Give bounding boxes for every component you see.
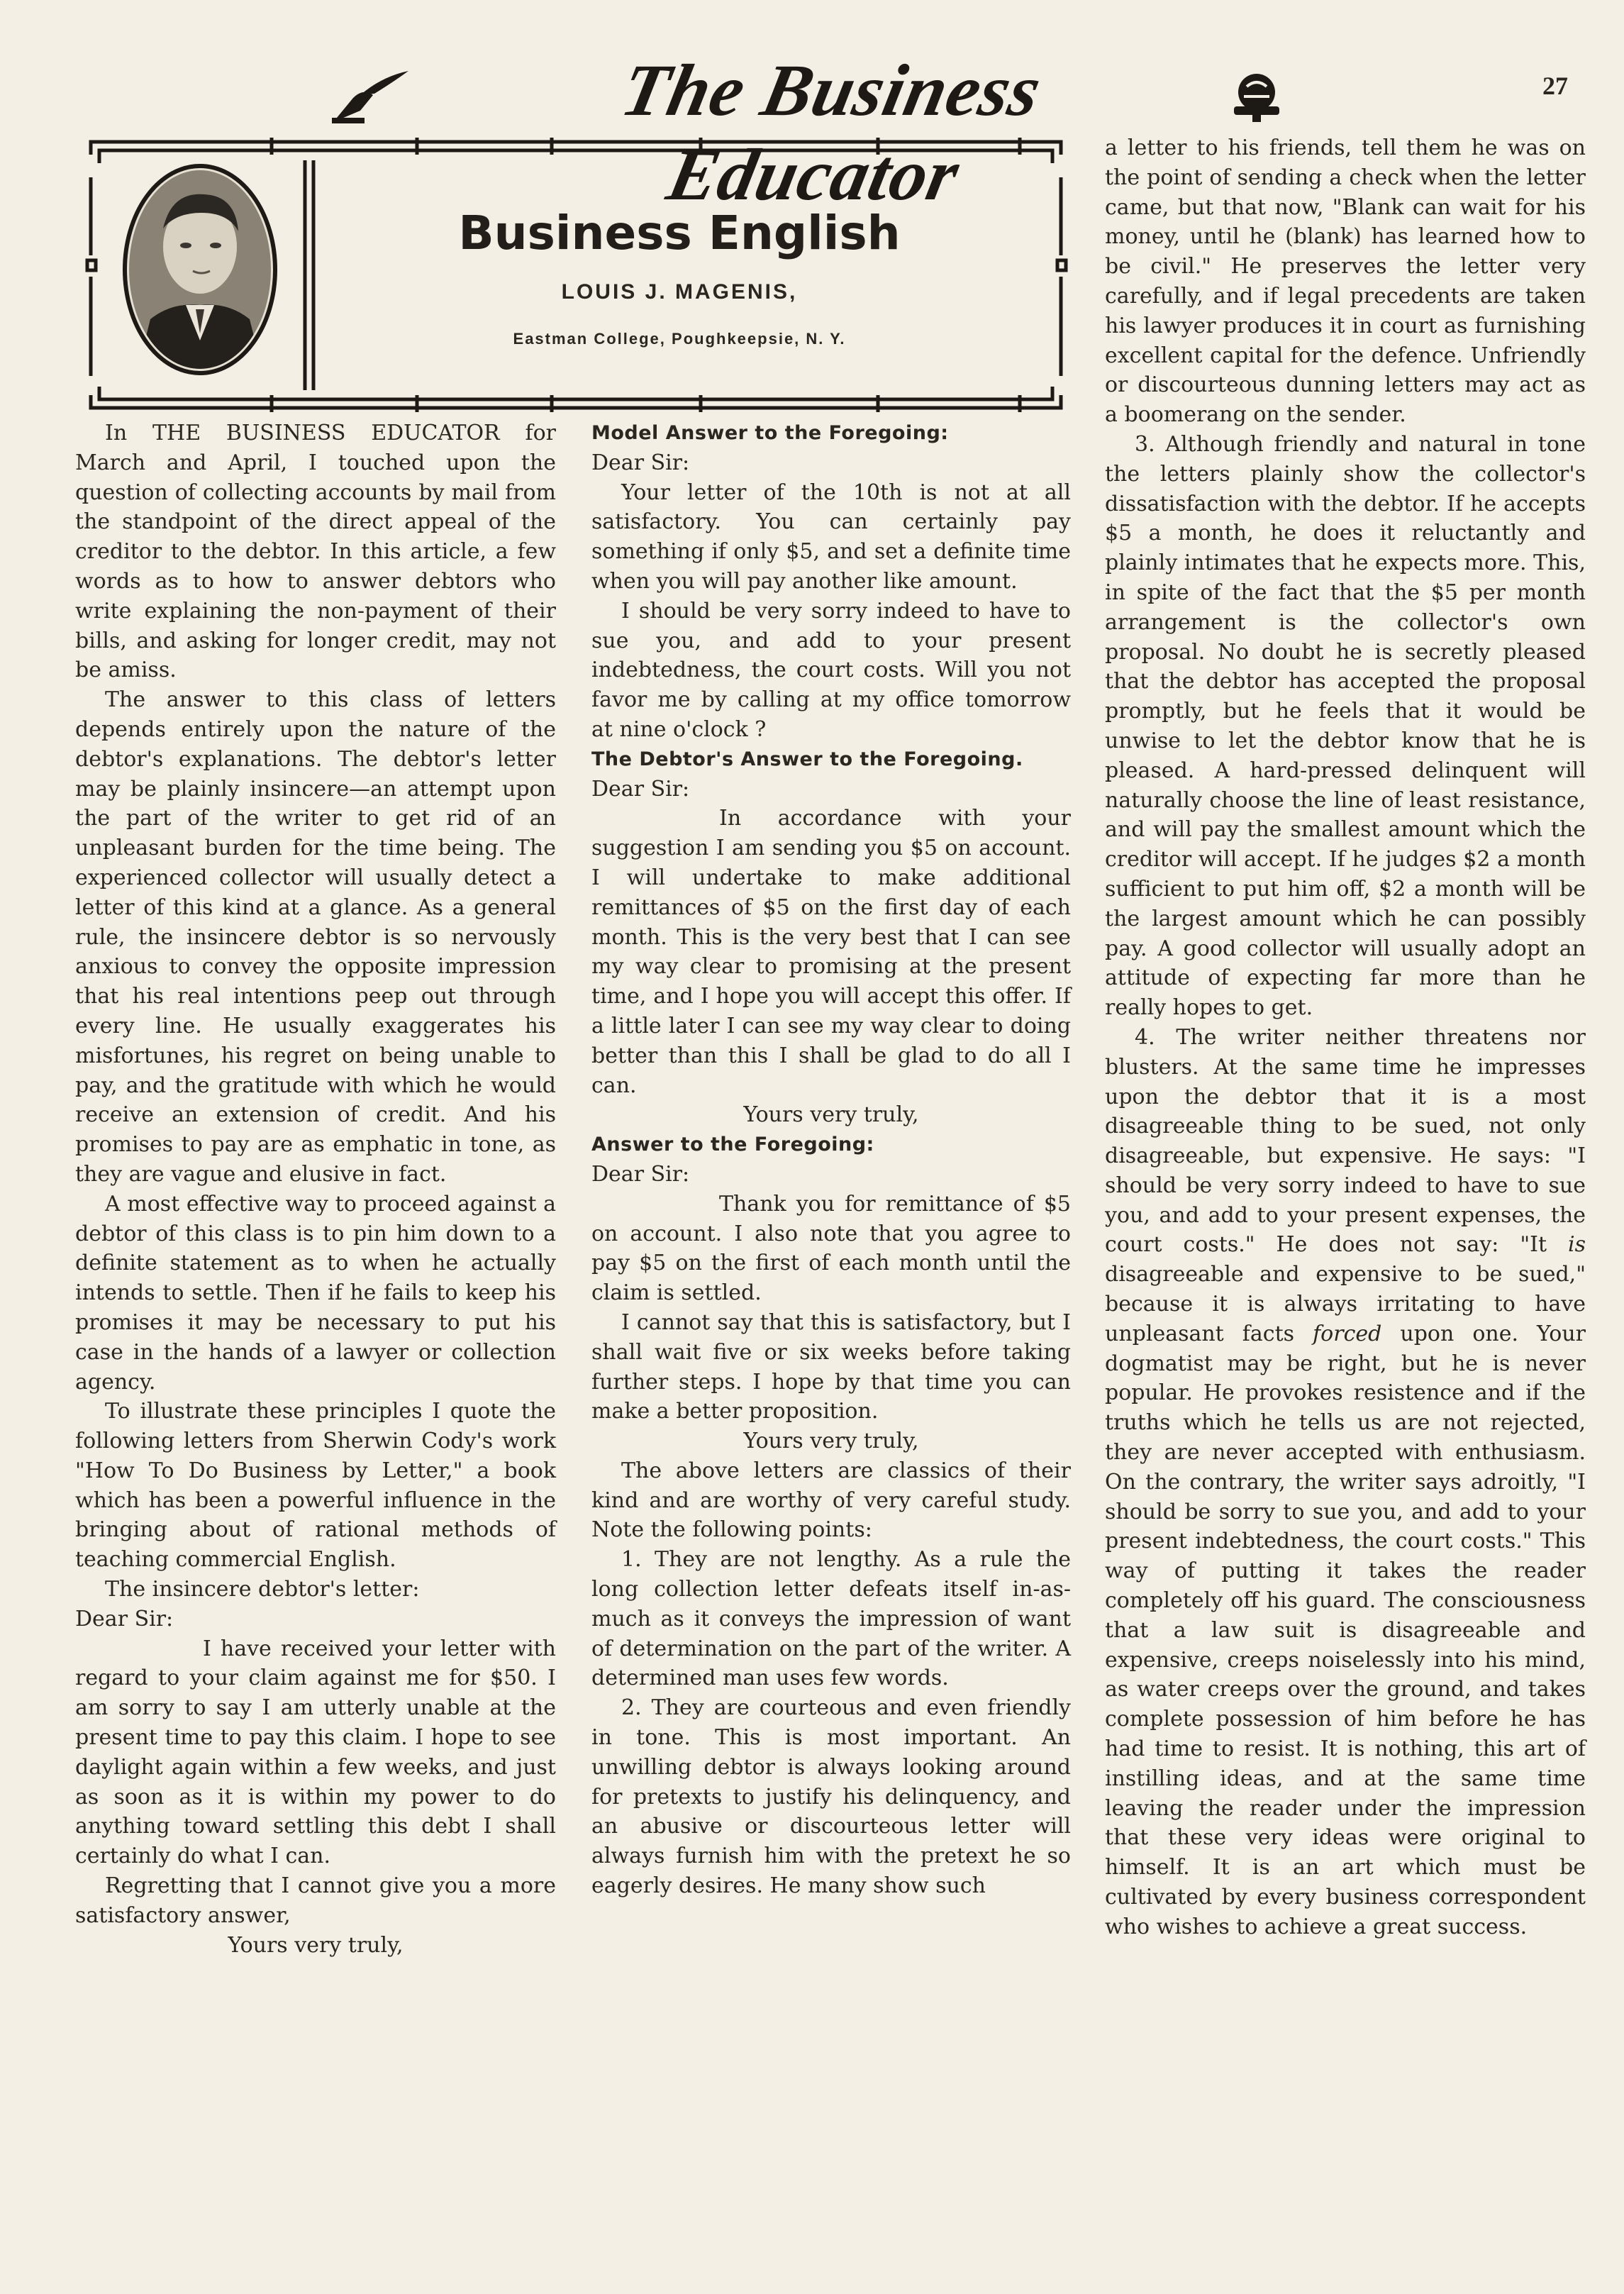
emphasis: is	[1568, 1232, 1586, 1258]
letter-closing: Yours very truly,	[743, 1429, 919, 1454]
paragraph-text: upon one. Your dogmatist may be right, but he is never popular. He provokes resistence and if the truths which he tells us are not rejected, they are never accepted with enthusiasm. On the contrary, the writer says adroitly, "I should be sorry to sue you, and add to your present indebtedness, the court costs." This way of putting it takes the reader completely off his guard. The consciousness that a law suit is disagreeable and expensive, creeps noiselessly into his mind, as water creeps over the ground, and takes complete possession of him before he has had time to resist. It is nothing, this art of instilling ideas, and at the same time leaving the reader under the impression that these very ideas were original to himself. It is an art which must be cultivated by every business correspondent who wishes to achieve a great success.	[1105, 1321, 1586, 1939]
letter-salutation: Dear Sir:	[591, 1161, 690, 1187]
letter-body: Thank you for remittance of $5 on account. I also note that you agree to pay $5 on the first of each month until the claim is settled.	[591, 1191, 1071, 1306]
bell-ornament-icon	[1227, 71, 1286, 123]
letter-body: Your letter of the 10th is not at all satisfactory. You can certainly pay something if only $5, and set a definite time when you will pay another like amount.	[591, 480, 1071, 594]
masthead-title: The Business Educator	[614, 50, 1049, 216]
paragraph: a letter to his friends, tell them he was on the point of sending a check when the letter came, but that now, "Blank can wait for his money, until he (blank) has learned how to be civil." He preserves the letter very carefully, and if legal precedents are taken his lawyer produces it in court as furnishing excellent capital for the defence. Unfriendly or discourteous dunning letters may act as a boomerang on the sender.	[1105, 135, 1586, 428]
paragraph: 3. Although friendly and natural in tone the letters plainly show the collector's dissatisfaction with the debtor. If he accepts $5 a month, he does it reluctantly and plainly intimates that he expects more. This, in spite of the fact that the $5 per month arrangement is the collector's own proposal. No doubt he is secretly pleased that the debtor has accepted the proposal promptly, but he feels that it would be unwise to let the debtor know that he is pleased. A hard-pressed delinquent will naturally choose the line of least resistance, and will pay the smallest amount which the creditor will accept. If he judges $2 a month sufficient to put him off, $2 a month will be the largest amount which he can possibly pay. A good collector will usually adopt an attitude of expecting far more than he really hopes to get.	[1105, 431, 1586, 1021]
masthead	[0, 43, 1624, 216]
paragraph: To illustrate these principles I quote the following letters from Sherwin Cody's work "How To Do Business by Letter," a book which has been a powerful influence in the bringing about of rational methods of teaching commercial English.	[75, 1399, 556, 1573]
paragraph: The insincere debtor's letter:	[105, 1577, 420, 1602]
section-heading: Model Answer to the Foregoing:	[591, 422, 949, 444]
letter-body: Regretting that I cannot give you a more satisfactory answer,	[75, 1873, 556, 1928]
letter-closing: Yours very truly,	[228, 1932, 404, 1958]
paragraph-text: disagreeable and expensive to be sued," because it is always irritating to have unpleasant facts	[1105, 1262, 1586, 1346]
paragraph: A most effective way to proceed against a debtor of this class is to pin him down to a definite statement as to when he actually intends to settle. Then if he fails to keep his promises it may be necessary to put his case in the hands of a lawyer or collection agency.	[75, 1191, 556, 1395]
letter-salutation: Dear Sir:	[591, 450, 690, 475]
paragraph: 2. They are courteous and even friendly in tone. This is most important. An unwilling debtor is always looking around for pretexts to justify his delinquency, and an abusive or discourteous letter will always furnish him with the pretext he so eagerly desires. He many show such	[591, 1695, 1071, 1899]
letter-salutation: Dear Sir:	[75, 1606, 174, 1631]
paragraph: In THE BUSINESS EDUCATOR for March and April, I touched upon the question of collecting accounts by mail from the standpoint of the direct appeal of the creditor to the debtor. In this article, a few words as to how to answer debtors who write explaining the non-payment of their bills, and asking for longer credit, may not be amiss.	[75, 421, 556, 683]
article-header-box	[84, 135, 1069, 415]
letter-body: I cannot say that this is satisfactory, but I shall wait five or six weeks before taking further steps. I hope by that time you can make a better proposition.	[591, 1309, 1071, 1424]
paragraph: The answer to this class of letters depends entirely upon the nature of the debtor's explanations. The debtor's letter may be plainly insincere—an attempt upon the part of the writer to get rid of an unpleasant burden for the time being. The experienced collector will usually detect a letter of this kind at a glance. As a general rule, the insincere debtor is so nervously anxious to convey the opposite impression that his real intentions peep out through every line. He usually exaggerates his misfortunes, his regret on being unable to pay, and the gratitude with which he would receive an extension of credit. And his promises to pay are as emphatic in tone, as they are vague and elusive in fact.	[75, 687, 556, 1187]
paragraph: The above letters are classics of their kind and are worthy of very careful study. Note the following points:	[591, 1458, 1071, 1543]
author-name: LOUIS J. MAGENIS,	[561, 280, 798, 304]
letter-salutation: Dear Sir:	[591, 776, 690, 802]
paragraph: 1. They are not lengthy. As a rule the long collection letter defeats itself in-as-much as it conveys the impression of want of determination on the part of the writer. A determined man uses few words.	[591, 1547, 1071, 1691]
section-heading: Answer to the Foregoing:	[591, 1134, 874, 1156]
section-heading: The Debtor's Answer to the Foregoing.	[591, 748, 1023, 770]
text-column-2	[591, 419, 1071, 1901]
quill-icon	[332, 67, 410, 123]
letter-body: I have received your letter with regard to your claim against me for $50. I am sorry to say I am utterly unable at the present time to pay this claim. I hope to see daylight again within a few weeks, and just as soon as it is within my power to do anything toward settling this debt I shall certainly do what I can.	[75, 1636, 556, 1869]
article-title: Business English	[458, 206, 901, 260]
paragraph	[1105, 1023, 1586, 1942]
letter-body: In accordance with your suggestion I am sending you $5 on account. I will undertake to make additional remittances of $5 on the first day of each month. This is the very best that I can see my way clear to promising at the present time, and I hope you will accept this offer. If a little later I can see my way clear to doing better than this I shall be glad to do all I can.	[591, 806, 1071, 1098]
letter-body: I should be very sorry indeed to have to sue you, and add to your present indebtedness, the court costs. Will you not favor me by calling at my office tomorrow at nine o'clock ?	[591, 598, 1071, 742]
text-column-3	[1105, 133, 1586, 1942]
letter-closing: Yours very truly,	[743, 1102, 919, 1128]
paragraph-text: 4. The writer neither threatens nor blusters. At the same time he impresses upon the debtor that it is a most disagreeable thing to be sued, not only disagreeable, but expensive. He says: "I should be very sorry indeed to have to sue you, and add to your present expenses, the court costs." He does not say: "It	[1105, 1024, 1586, 1258]
page-number: 27	[1542, 72, 1568, 100]
emphasis: forced	[1313, 1321, 1382, 1346]
portrait-photo	[122, 163, 278, 376]
author-affiliation: Eastman College, Poughkeepsie, N. Y.	[513, 330, 846, 348]
text-column-1	[75, 419, 556, 1960]
